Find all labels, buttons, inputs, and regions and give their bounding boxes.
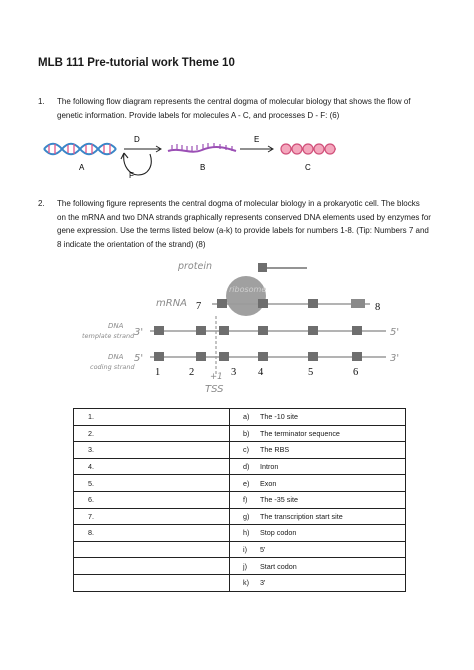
table-row [74, 475, 406, 492]
label-f: F [129, 171, 134, 180]
mrna-label: mRNA [156, 298, 188, 309]
answer-cell[interactable]: 8. [74, 525, 230, 542]
number-6: 6 [353, 367, 359, 378]
question-1-line: genetic information. Provide labels for molecules A - C, and processes D - F: (6) [57, 110, 340, 120]
term-text: The -35 site [260, 495, 298, 505]
term-cell [230, 558, 406, 575]
term-cell [230, 525, 406, 542]
term-letter: k) [243, 578, 249, 588]
term-letter: b) [243, 428, 250, 438]
table-row [74, 574, 406, 591]
table-row [74, 458, 406, 475]
term-letter: j) [243, 561, 247, 571]
term-text: Start codon [260, 561, 297, 571]
term-cell [230, 541, 406, 558]
number-1: 1 [155, 367, 161, 378]
question-1-text [57, 95, 437, 122]
term-text: 3' [260, 578, 266, 588]
number-7: 7 [196, 301, 202, 312]
term-cell [230, 508, 406, 525]
template-right-end: 5' [390, 327, 400, 338]
dna-coding-sublabel: coding strand [90, 363, 135, 371]
term-text: The transcription start site [260, 511, 343, 521]
question-2-line: gene expression. Use the terms listed below (a-k) to provide labels for numbers 1-8. (Tip: Numbers 7 and [57, 226, 429, 236]
table-row [74, 508, 406, 525]
question-2-line: The following figure represents the central dogma of molecular biology in a prokaryotic cell. The blocks [57, 199, 420, 208]
label-d: D [134, 135, 140, 144]
table-row [74, 491, 406, 508]
label-b: B [200, 163, 206, 172]
term-cell [230, 442, 406, 459]
protein-chain-icon [281, 144, 336, 154]
number-8: 8 [375, 302, 381, 313]
number-4: 4 [258, 367, 264, 378]
answer-cell[interactable] [74, 574, 230, 591]
ribosome-icon [226, 276, 266, 316]
term-text: Intron [260, 462, 279, 472]
answer-cell[interactable]: 1. [74, 409, 230, 426]
dna-template-sublabel: template strand [82, 332, 135, 340]
dna-template-label: DNA [108, 322, 124, 330]
answer-cell[interactable] [74, 541, 230, 558]
answer-cell[interactable]: 5. [74, 475, 230, 492]
question-2-line: 8 indicate the orientation of the strand) (8) [57, 239, 206, 249]
number-5: 5 [308, 367, 314, 378]
coding-right-end: 3' [390, 353, 400, 364]
protein-block [258, 263, 267, 272]
term-text: The -10 site [260, 412, 298, 422]
number-3: 3 [231, 367, 237, 378]
table-row [74, 541, 406, 558]
term-cell [230, 458, 406, 475]
table-row [74, 425, 406, 442]
answer-cell[interactable]: 4. [74, 458, 230, 475]
term-cell [230, 425, 406, 442]
table-row [74, 558, 406, 575]
table-row [74, 525, 406, 542]
number-2: 2 [189, 367, 195, 378]
question-2-text [57, 197, 457, 251]
dna-coding-label: DNA [108, 353, 124, 361]
term-text: The terminator sequence [260, 428, 340, 438]
label-e: E [254, 135, 260, 144]
term-cell [230, 491, 406, 508]
term-text: The RBS [260, 445, 290, 455]
answer-cell[interactable]: 7. [74, 508, 230, 525]
answer-cell[interactable]: 2. [74, 425, 230, 442]
answer-cell[interactable]: 3. [74, 442, 230, 459]
translation-arrow [240, 146, 273, 152]
term-text: Stop codon [260, 528, 297, 538]
term-text: 5' [260, 545, 266, 555]
term-text: Exon [260, 478, 277, 488]
term-letter: f) [243, 495, 248, 505]
transcription-arrow [124, 146, 161, 152]
label-a: A [79, 163, 85, 172]
term-letter: d) [243, 462, 250, 472]
answer-cell[interactable]: 6. [74, 491, 230, 508]
term-cell [230, 475, 406, 492]
gene-expression-figure [70, 254, 430, 402]
dna-helix-icon [44, 144, 116, 155]
answer-table [73, 408, 406, 592]
answer-cell[interactable] [74, 558, 230, 575]
label-c: C [305, 163, 311, 172]
tss-plus-one: +1 [210, 372, 223, 382]
term-letter: a) [243, 412, 250, 422]
template-left-end: 3' [134, 327, 144, 338]
page-title: MLB 111 Pre-tutorial work Theme 10 [38, 57, 235, 69]
question-1-number: 1. [38, 97, 45, 106]
protein-label: protein [178, 261, 212, 272]
table-row [74, 409, 406, 426]
term-cell [230, 409, 406, 426]
tss-label: TSS [205, 384, 224, 395]
term-letter: h) [243, 528, 250, 538]
term-letter: e) [243, 478, 250, 488]
question-2-line: on the mRNA and two DNA strands graphically represents conserved DNA elements used by enzymes for [57, 212, 431, 222]
ribosome-label: ribosome [229, 285, 267, 294]
replication-loop-arrow [121, 153, 151, 175]
question-1-line: The following flow diagram represents the central dogma of molecular biology that shows the flow of [57, 97, 411, 106]
table-row [74, 442, 406, 459]
term-letter: c) [243, 445, 249, 455]
coding-left-end: 5' [134, 353, 144, 364]
central-dogma-diagram [40, 128, 360, 190]
term-letter: g) [243, 511, 250, 521]
mrna-strand-icon [168, 143, 236, 152]
term-letter: i) [243, 545, 247, 555]
term-cell [230, 574, 406, 591]
question-2-number: 2. [38, 199, 45, 208]
